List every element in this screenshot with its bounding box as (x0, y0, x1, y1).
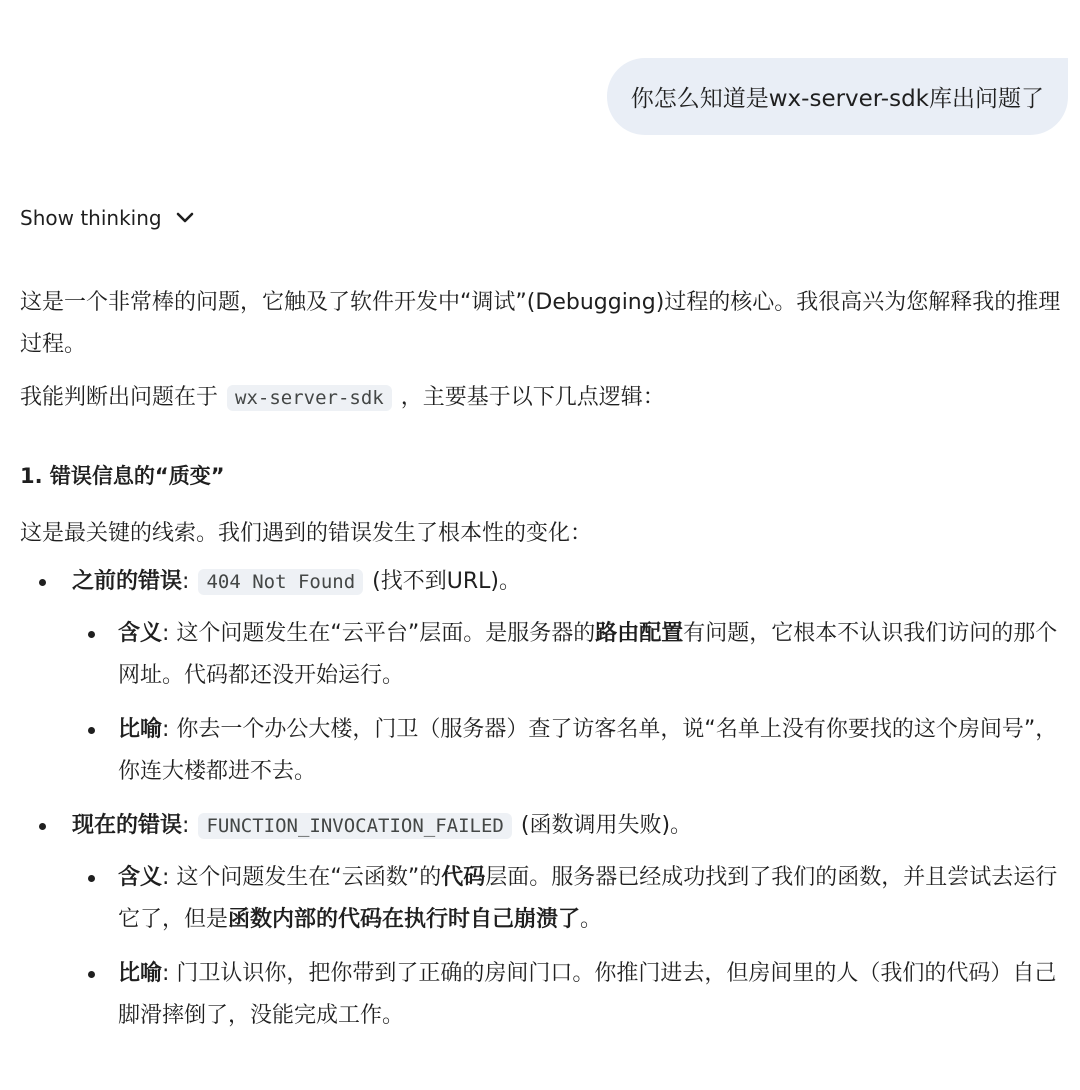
analogy-label: 比喻 (118, 717, 163, 742)
inline-code-sdk: wx-server-sdk (227, 385, 392, 411)
lead-text-before: 我能判断出问题在于 (20, 385, 219, 410)
meaning-label: 含义 (118, 621, 163, 646)
list-item-meaning (72, 613, 1065, 697)
user-message-bubble (607, 58, 1068, 135)
meaning-bold: 路由配置 (595, 621, 684, 646)
before-error-sublist (72, 613, 1065, 793)
list-item-analogy (72, 709, 1065, 793)
meaning-text: : 这个问题发生在“云函数”的 (162, 865, 442, 890)
show-thinking-label: Show thinking (20, 206, 162, 230)
list-item-meaning (72, 857, 1065, 941)
meaning-bold-crash: 函数内部的代码在执行时自己崩溃了 (228, 907, 581, 932)
before-error-label: 之前的错误 (72, 569, 183, 594)
section-intro: 这是最关键的线索。我们遇到的错误发生了根本性的变化： (20, 521, 593, 546)
meaning-text: : 这个问题发生在“云平台”层面。是服务器的 (162, 621, 596, 646)
section-heading: 1. 错误信息的“质变” (20, 464, 225, 488)
inline-code-404: 404 Not Found (198, 569, 363, 595)
lead-text-after: ，主要基于以下几点逻辑： (400, 385, 665, 410)
answer-intro: 这是一个非常棒的问题，它触及了软件开发中“调试”(Debugging)过程的核心。我很高兴为您解释我的推理过程。 (20, 290, 1061, 357)
list-item-before-error (20, 561, 1065, 793)
before-error-note: (找不到URL)。 (372, 569, 521, 594)
current-colon: : (182, 813, 190, 838)
analogy-label: 比喻 (118, 961, 163, 986)
assistant-answer (20, 282, 1065, 1049)
list-item-analogy (72, 953, 1065, 1037)
analogy-text: : 门卫认识你，把你带到了正确的房间门口。你推门进去，但房间里的人（我们的代码）自己脚滑摔倒了，没能完成工作。 (118, 961, 1057, 1028)
show-thinking-toggle[interactable] (20, 200, 194, 236)
meaning-label: 含义 (118, 865, 163, 890)
user-message-text: 你怎么知道是wx-server-sdk库出问题了 (630, 86, 1044, 112)
current-error-note: (函数调用失败)。 (520, 813, 693, 838)
inline-code-invocation-failed: FUNCTION_INVOCATION_FAILED (198, 813, 511, 839)
before-colon: : (182, 569, 190, 594)
chevron-down-icon (176, 212, 194, 224)
list-item-current-error (20, 805, 1065, 1037)
current-error-sublist (72, 857, 1065, 1037)
meaning-text-mid: 层面。服务器已经成功找到了我们的函数，并且尝试去运行它了，但是 (118, 865, 1058, 932)
analogy-text: : 你去一个办公大楼，门卫（服务器）查了访客名单，说“名单上没有你要找的这个房间号”，你连大楼都进不去。 (118, 717, 1058, 784)
meaning-bold-code: 代码 (441, 865, 486, 890)
error-comparison-list (20, 561, 1065, 1037)
meaning-text-end: 。 (580, 907, 603, 932)
answer-lead (20, 377, 1065, 419)
current-error-label: 现在的错误 (72, 813, 183, 838)
meaning-text-rest: 有问题，它根本不认识我们访问的那个网址。代码都还没开始运行。 (118, 621, 1058, 688)
